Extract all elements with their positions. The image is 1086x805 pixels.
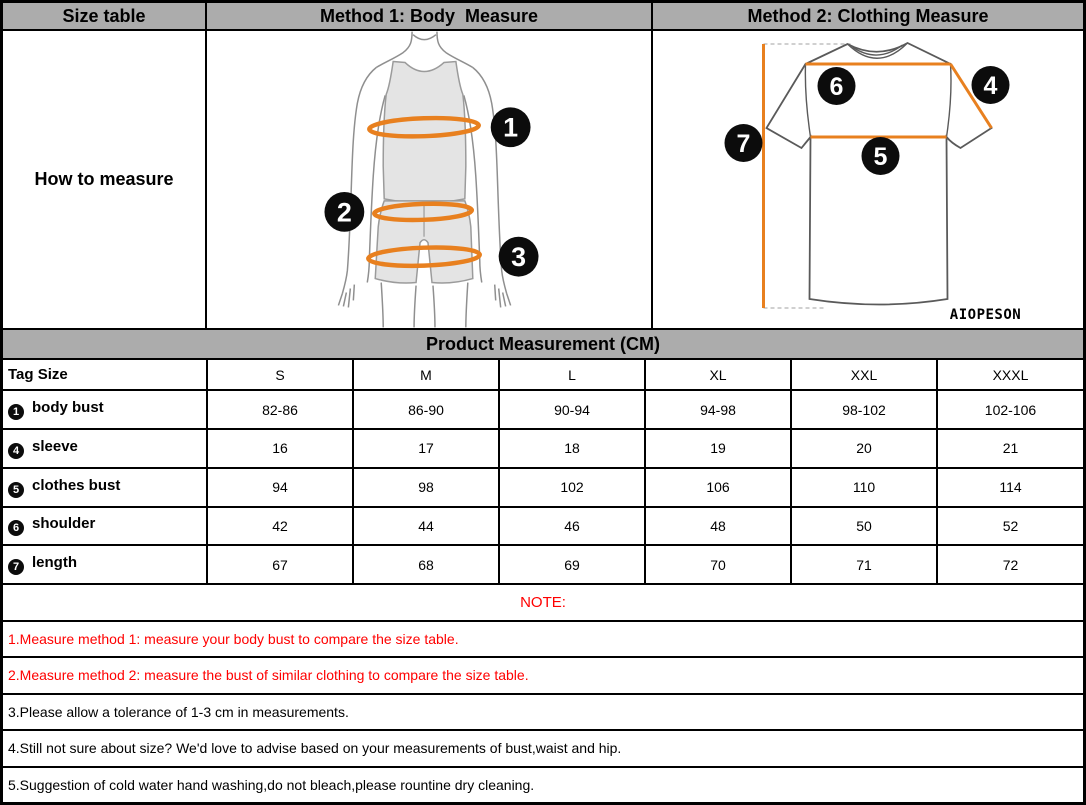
cell-value: 68	[353, 545, 499, 584]
clothing-marker-4-number: 4	[983, 71, 998, 100]
col-header-l: L	[499, 360, 645, 390]
col-header-xxl: XXL	[791, 360, 937, 390]
clothing-marker-6	[818, 67, 856, 105]
table-row-shoulder	[3, 507, 1083, 546]
cell-value: 16	[207, 429, 353, 468]
clothing-marker-5	[862, 137, 900, 175]
clothing-measure-illustration	[653, 31, 1083, 328]
cell-value: 20	[791, 429, 937, 468]
body-marker-3-number: 3	[511, 242, 527, 273]
col-header-s: S	[207, 360, 353, 390]
marker-5-icon: 5	[8, 482, 24, 498]
note-item-4: 4.Still not sure about size? We'd love to advise based on your measurements of bust,waist and hip.	[3, 731, 1083, 768]
cell-value: 46	[499, 507, 645, 546]
col-header-xl: XL	[645, 360, 791, 390]
cell-value: 67	[207, 545, 353, 584]
row-label: clothes bust	[32, 476, 121, 494]
cell-value: 69	[499, 545, 645, 584]
cell-value: 19	[645, 429, 791, 468]
product-measurement-title: Product Measurement (CM)	[3, 330, 1083, 360]
cell-value: 50	[791, 507, 937, 546]
note-title: NOTE:	[3, 585, 1083, 622]
clothing-measure-cell	[653, 31, 1083, 328]
row-label: length	[32, 554, 77, 572]
table-row-body-bust	[3, 390, 1083, 429]
clothing-marker-7-number: 7	[736, 129, 751, 158]
cell-value: 86-90	[353, 390, 499, 429]
cell-value: 106	[645, 468, 791, 507]
body-marker-2	[324, 192, 364, 232]
cell-value: 72	[937, 545, 1083, 584]
col-header-tag-size: Tag Size	[3, 360, 207, 390]
table-row-length	[3, 545, 1083, 584]
row-label: sleeve	[32, 437, 78, 455]
cell-value: 17	[353, 429, 499, 468]
col-header-xxxl: XXXL	[937, 360, 1083, 390]
size-table-header-row	[3, 360, 1083, 390]
cell-value: 70	[645, 545, 791, 584]
marker-6-icon: 6	[8, 520, 24, 536]
body-marker-3	[499, 237, 539, 277]
cell-value: 98	[353, 468, 499, 507]
how-to-measure-label: How to measure	[3, 31, 207, 328]
size-table	[3, 360, 1083, 585]
notes-section	[3, 585, 1083, 802]
row-label: body bust	[32, 399, 104, 417]
row-label: shoulder	[32, 515, 96, 533]
cell-value: 94-98	[645, 390, 791, 429]
body-marker-2-number: 2	[336, 197, 352, 228]
cell-value: 21	[937, 429, 1083, 468]
body-marker-1	[491, 107, 531, 147]
cell-value: 71	[791, 545, 937, 584]
clothing-marker-4	[972, 66, 1010, 104]
top-header-row	[3, 3, 1083, 31]
cell-value: 42	[207, 507, 353, 546]
header-method1: Method 1: Body Measure	[207, 3, 653, 29]
body-measure-illustration	[207, 31, 651, 328]
cell-value: 18	[499, 429, 645, 468]
cell-value: 102-106	[937, 390, 1083, 429]
note-item-2: 2.Measure method 2: measure the bust of similar clothing to compare the size table.	[3, 658, 1083, 695]
cell-value: 90-94	[499, 390, 645, 429]
cell-value: 94	[207, 468, 353, 507]
table-row-sleeve	[3, 429, 1083, 468]
body-marker-1-number: 1	[503, 112, 519, 143]
body-measure-cell	[207, 31, 653, 328]
note-item-1: 1.Measure method 1: measure your body bust to compare the size table.	[3, 622, 1083, 659]
cell-value: 48	[645, 507, 791, 546]
marker-4-icon: 4	[8, 443, 24, 459]
header-size-table: Size table	[3, 3, 207, 29]
note-item-5: 5.Suggestion of cold water hand washing,do not bleach,please rountine dry cleaning.	[8, 776, 535, 793]
how-to-measure-row	[3, 31, 1083, 330]
cell-value: 110	[791, 468, 937, 507]
brand-text: AIOPESON	[949, 307, 1022, 323]
note-item-3: 3.Please allow a tolerance of 1-3 cm in measurements.	[3, 695, 1083, 732]
cell-value: 82-86	[207, 390, 353, 429]
clothing-marker-7	[725, 124, 763, 162]
clothing-marker-6-number: 6	[829, 72, 844, 101]
table-row-clothes-bust	[3, 468, 1083, 507]
cell-value: 52	[937, 507, 1083, 546]
cell-value: 44	[353, 507, 499, 546]
cell-value: 102	[499, 468, 645, 507]
col-header-m: M	[353, 360, 499, 390]
marker-7-icon: 7	[8, 559, 24, 575]
marker-1-icon: 1	[8, 404, 24, 420]
header-method2: Method 2: Clothing Measure	[747, 5, 989, 26]
cell-value: 98-102	[791, 390, 937, 429]
cell-value: 114	[937, 468, 1083, 507]
clothing-marker-5-number: 5	[873, 142, 888, 171]
